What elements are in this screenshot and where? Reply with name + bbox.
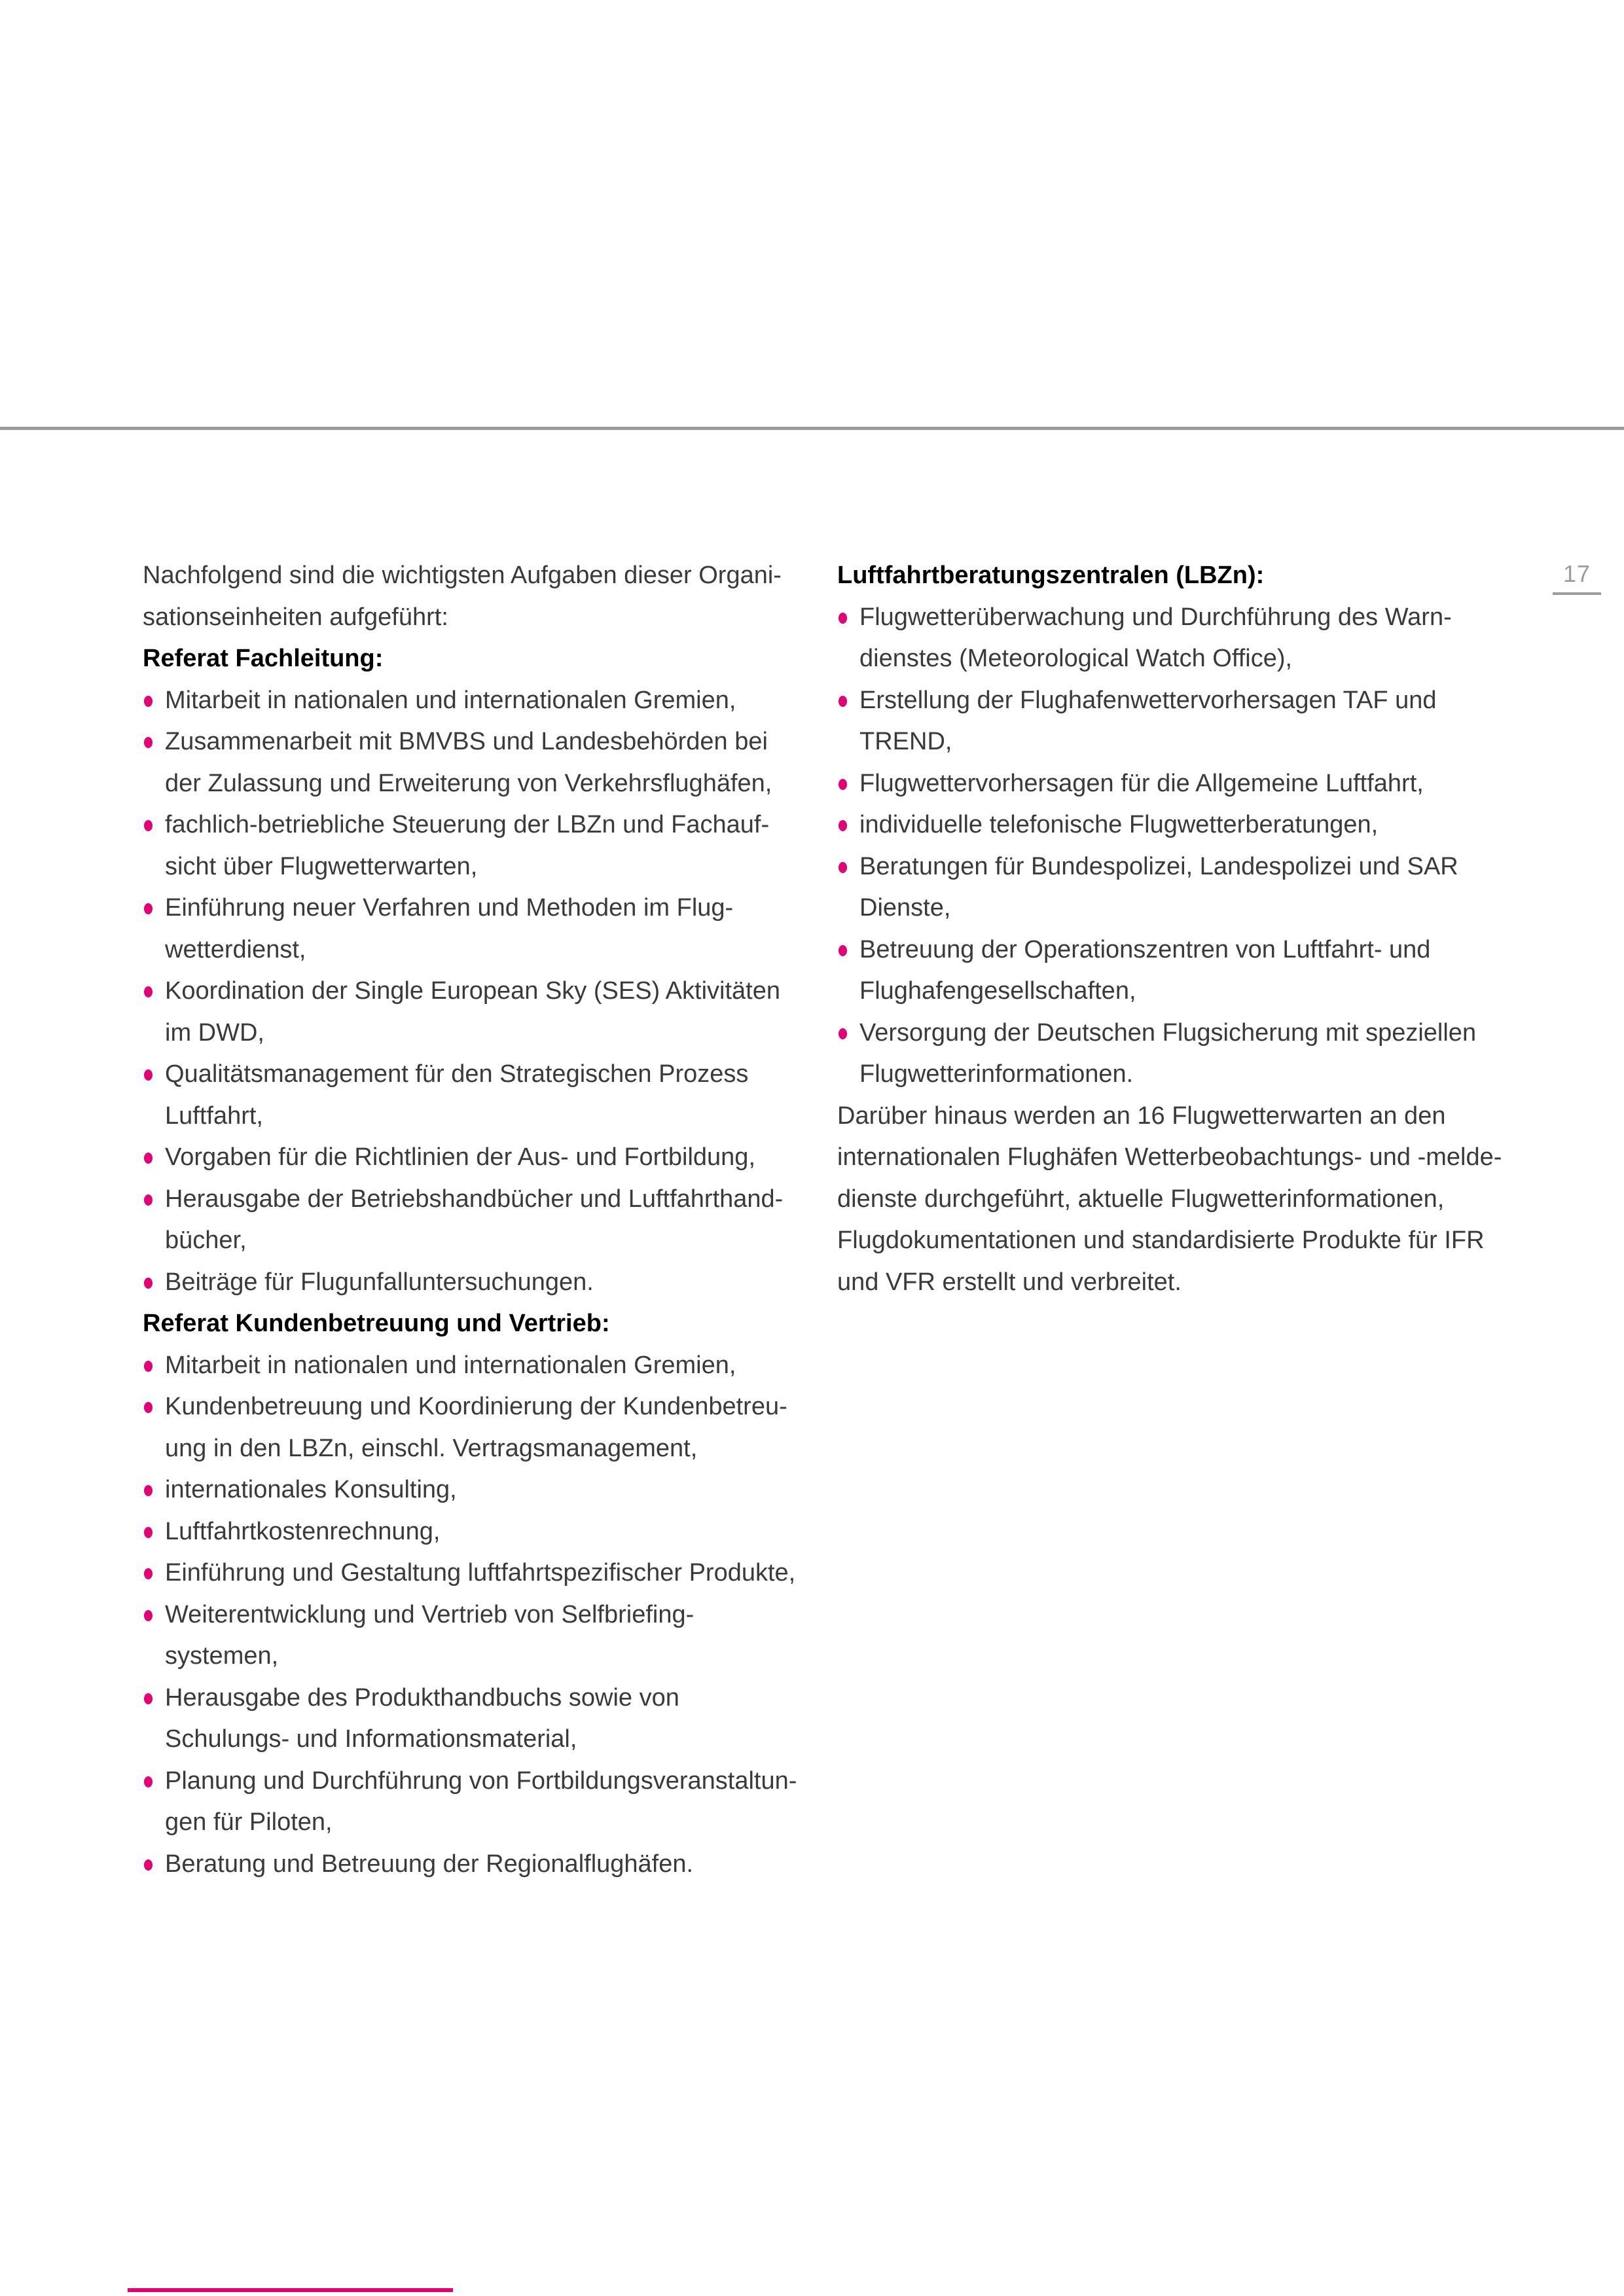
text-line bbox=[143, 888, 837, 929]
text-column-right bbox=[837, 555, 1531, 1303]
line-text: bücher, bbox=[165, 1227, 247, 1254]
bullet-icon bbox=[144, 1278, 153, 1289]
line-text: Beratung und Betreuung der Regionalflughäfen. bbox=[165, 1850, 694, 1878]
text-line bbox=[143, 1469, 837, 1511]
line-text: sationseinheiten aufgeführt: bbox=[143, 603, 448, 631]
line-text: und VFR erstellt und verbreitet. bbox=[837, 1268, 1182, 1296]
line-text: wetterdienst, bbox=[165, 935, 306, 963]
text-line bbox=[837, 597, 1531, 639]
bullet-icon bbox=[144, 820, 153, 831]
text-line bbox=[143, 680, 837, 722]
line-text: internationalen Flughäfen Wetterbeobachtungs- und -melde- bbox=[837, 1143, 1502, 1171]
bullet-icon bbox=[144, 696, 153, 707]
line-text: Flugwetterüberwachung und Durchführung des Warn- bbox=[859, 603, 1452, 631]
line-text: Weiterentwicklung und Vertrieb von Selfbriefing- bbox=[165, 1600, 695, 1628]
page-number-underline bbox=[1553, 592, 1601, 595]
text-line bbox=[143, 597, 837, 639]
bullet-icon bbox=[144, 1859, 153, 1871]
bullet-icon bbox=[839, 1028, 847, 1039]
text-line bbox=[837, 971, 1531, 1013]
line-text: Planung und Durchführung von Fortbildungsveranstaltun- bbox=[165, 1767, 797, 1795]
text-line bbox=[143, 1096, 837, 1138]
bullet-icon bbox=[839, 862, 847, 873]
top-divider-rule bbox=[0, 427, 1624, 430]
line-text: dienste durchgeführt, aktuelle Flugwetterinformationen, bbox=[837, 1185, 1445, 1213]
line-text: Dienste, bbox=[859, 894, 951, 922]
bullet-icon bbox=[144, 737, 153, 748]
text-line bbox=[143, 1220, 837, 1262]
text-line bbox=[143, 1802, 837, 1844]
text-line bbox=[143, 1677, 837, 1719]
text-line bbox=[143, 555, 837, 597]
text-line bbox=[143, 1262, 837, 1304]
text-line bbox=[837, 804, 1531, 846]
bullet-icon bbox=[839, 820, 847, 831]
bullet-icon bbox=[144, 1693, 153, 1704]
bullet-icon bbox=[144, 1485, 153, 1496]
line-text: Einführung und Gestaltung luftfahrtspezifischer Produkte, bbox=[165, 1559, 796, 1587]
line-text: Versorgung der Deutschen Flugsicherung mit speziellen bbox=[859, 1018, 1477, 1047]
text-line bbox=[143, 1054, 837, 1096]
text-line bbox=[143, 1345, 837, 1387]
text-line bbox=[837, 763, 1531, 805]
line-text: Referat Kundenbetreuung und Vertrieb: bbox=[143, 1310, 610, 1337]
bullet-icon bbox=[144, 1402, 153, 1413]
text-line bbox=[143, 721, 837, 763]
line-text: Herausgabe des Produkthandbuchs sowie von bbox=[165, 1683, 679, 1712]
line-text: Kundenbetreuung und Koordinierung der Kundenbetreu- bbox=[165, 1393, 787, 1420]
line-text: Vorgaben für die Richtlinien der Aus- und Fortbildung, bbox=[165, 1143, 755, 1171]
line-text: dienstes (Meteorological Watch Office), bbox=[859, 645, 1293, 672]
text-line bbox=[143, 971, 837, 1013]
text-line bbox=[837, 1137, 1531, 1179]
line-text: Beratungen für Bundespolizei, Landespolizei und SAR bbox=[859, 852, 1458, 880]
line-text: Luftfahrtberatungszentralen (LBZn): bbox=[837, 562, 1265, 589]
text-line bbox=[143, 1386, 837, 1428]
line-text: ung in den LBZn, einschl. Vertragsmanagement, bbox=[165, 1434, 698, 1462]
page-number: 17 bbox=[1562, 560, 1591, 587]
text-line bbox=[837, 1220, 1531, 1262]
text-line bbox=[143, 1636, 837, 1677]
line-text: Erstellung der Flughafenwettervorhersagen TAF und bbox=[859, 686, 1437, 714]
text-line bbox=[143, 804, 837, 846]
text-line bbox=[837, 1054, 1531, 1096]
text-column-left bbox=[143, 555, 837, 1885]
bullet-icon bbox=[144, 903, 153, 914]
text-line bbox=[143, 763, 837, 805]
bullet-icon bbox=[144, 1610, 153, 1621]
line-text: Referat Fachleitung: bbox=[143, 645, 384, 672]
line-text: gen für Piloten, bbox=[165, 1808, 333, 1836]
text-line bbox=[837, 721, 1531, 763]
line-text: Darüber hinaus werden an 16 Flugwetterwarten an den bbox=[837, 1102, 1446, 1130]
text-line bbox=[143, 1511, 837, 1553]
text-line bbox=[143, 846, 837, 888]
text-line bbox=[837, 680, 1531, 722]
text-line bbox=[143, 1303, 837, 1345]
text-line bbox=[143, 929, 837, 971]
line-text: Flughafengesellschaften, bbox=[859, 977, 1136, 1005]
text-line bbox=[143, 1179, 837, 1221]
bullet-icon bbox=[144, 1776, 153, 1787]
text-line bbox=[837, 638, 1531, 680]
bullet-icon bbox=[144, 1568, 153, 1579]
text-line bbox=[143, 1428, 837, 1470]
text-line bbox=[143, 1719, 837, 1761]
text-line bbox=[837, 1013, 1531, 1054]
text-line bbox=[143, 638, 837, 680]
line-text: Mitarbeit in nationalen und internationalen Gremien, bbox=[165, 1351, 736, 1379]
line-text: Herausgabe der Betriebshandbücher und Luftfahrthand- bbox=[165, 1185, 784, 1213]
bullet-icon bbox=[144, 1069, 153, 1081]
bullet-icon bbox=[144, 986, 153, 997]
line-text: internationales Konsulting, bbox=[165, 1476, 457, 1503]
line-text: Koordination der Single European Sky (SES) Aktivitäten bbox=[165, 977, 780, 1005]
bullet-icon bbox=[839, 696, 847, 707]
line-text: Luftfahrtkostenrechnung, bbox=[165, 1517, 441, 1545]
line-text: systemen, bbox=[165, 1642, 279, 1670]
line-text: Flugwetterinformationen. bbox=[859, 1060, 1134, 1088]
bullet-icon bbox=[839, 613, 847, 624]
text-line bbox=[143, 1013, 837, 1054]
line-text: im DWD, bbox=[165, 1018, 264, 1047]
text-line bbox=[837, 555, 1531, 597]
bullet-icon bbox=[144, 1361, 153, 1372]
line-text: Flugwettervorhersagen für die Allgemeine Luftfahrt, bbox=[859, 769, 1424, 797]
line-text: Flugdokumentationen und standardisierte Produkte für IFR bbox=[837, 1227, 1485, 1254]
line-text: Betreuung der Operationszentren von Luftfahrt- und bbox=[859, 935, 1431, 963]
line-text: Zusammenarbeit mit BMVBS und Landesbehörden bei bbox=[165, 728, 768, 755]
text-line bbox=[837, 1262, 1531, 1304]
bullet-icon bbox=[144, 1153, 153, 1164]
text-line bbox=[837, 1179, 1531, 1221]
bottom-accent-rule bbox=[128, 2288, 453, 2292]
line-text: Nachfolgend sind die wichtigsten Aufgaben dieser Organi- bbox=[143, 562, 782, 589]
text-line bbox=[837, 888, 1531, 929]
text-line bbox=[143, 1552, 837, 1594]
text-line bbox=[143, 1137, 837, 1179]
line-text: Schulungs- und Informationsmaterial, bbox=[165, 1725, 577, 1753]
line-text: individuelle telefonische Flugwetterberatungen, bbox=[859, 811, 1379, 838]
bullet-icon bbox=[839, 779, 847, 790]
line-text: Qualitätsmanagement für den Strategischen Prozess bbox=[165, 1060, 749, 1088]
line-text: sicht über Flugwetterwarten, bbox=[165, 852, 478, 880]
line-text: Mitarbeit in nationalen und internationalen Gremien, bbox=[165, 686, 736, 714]
text-line bbox=[837, 929, 1531, 971]
bullet-icon bbox=[144, 1527, 153, 1538]
line-text: der Zulassung und Erweiterung von Verkehrsflughäfen, bbox=[165, 769, 772, 797]
text-line bbox=[143, 1761, 837, 1803]
line-text: fachlich-betriebliche Steuerung der LBZn und Fachauf- bbox=[165, 811, 770, 838]
text-line bbox=[837, 1096, 1531, 1138]
line-text: Einführung neuer Verfahren und Methoden im Flug- bbox=[165, 894, 734, 922]
line-text: Beiträge für Flugunfalluntersuchungen. bbox=[165, 1268, 594, 1296]
line-text: TREND, bbox=[859, 728, 952, 755]
text-line bbox=[837, 846, 1531, 888]
text-line bbox=[143, 1844, 837, 1886]
bullet-icon bbox=[144, 1194, 153, 1206]
text-line bbox=[143, 1594, 837, 1636]
line-text: Luftfahrt, bbox=[165, 1102, 263, 1130]
bullet-icon bbox=[839, 945, 847, 956]
